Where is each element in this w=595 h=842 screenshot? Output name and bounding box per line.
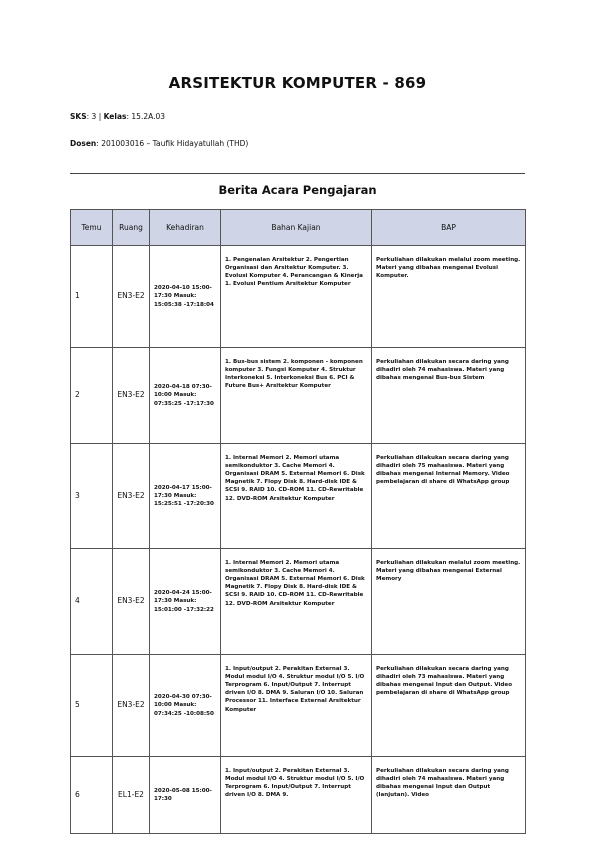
cell-bahan-kajian: 1. Input/output 2. Perakitan External 3. Modul modul I/O 4. Struktur modul I/O 5. I/O Terprogram 6. Input/Output 7. Interrupt driven I/O 8. DMA 9. <box>221 757 372 834</box>
cell-kehadiran: 2020-04-18 07:30-10:00 Masuk: 07:35:25 -17:17:30 <box>150 348 221 444</box>
cell-bahan-kajian: 1. Bus-bus sistem 2. komponen - komponen komputer 3. Fungsi Komputer 4. Struktur Interkoneksi 5. Interkoneksi Bus 6. PCI & Future Bus+ Arsitektur Komputer <box>221 348 372 444</box>
cell-temu: 6 <box>71 757 113 834</box>
table-row <box>71 246 526 348</box>
kelas-label: Kelas <box>103 112 127 121</box>
table-row <box>71 444 526 549</box>
cell-kehadiran: 2020-04-17 15:00-17:30 Masuk: 15:25:51 -17:20:30 <box>150 444 221 549</box>
cell-bahan-kajian: 1. Internal Memori 2. Memori utama semikonduktor 3. Cache Memori 4. Organisasi DRAM 5. External Memori 6. Disk Magnetik 7. Flopy Disk 8. Hard-disk IDE & SCSI 9. RAID 10. CD-ROM 11. CD-Rewritable 12. DVD-ROM Arsitektur Komputer <box>221 444 372 549</box>
table-row <box>71 348 526 444</box>
table-row <box>71 757 526 834</box>
table-row <box>71 655 526 757</box>
header-kehadiran: Kehadiran <box>150 210 221 246</box>
cell-kehadiran: 2020-04-10 15:00-17:30 Masuk: 15:05:38 -17:18:04 <box>150 246 221 348</box>
header-bahan-kajian: Bahan Kajian <box>221 210 372 246</box>
cell-kehadiran: 2020-04-24 15:00-17:30 Masuk: 15:01:00 -17:32:22 <box>150 549 221 655</box>
header-temu: Temu <box>71 210 113 246</box>
cell-bap: Perkuliahan dilakukan melalui zoom meeting. Materi yang dibahas mengenai External Memory <box>372 549 526 655</box>
lecturer-info <box>70 139 248 148</box>
cell-ruang: EN3-E2 <box>113 348 150 444</box>
cell-bap: Perkuliahan dilakukan secara daring yang dihadiri oleh 75 mahasiswa. Materi yang dibahas mengenai Internal Memory. Video pembelajaran di share di WhatsApp group <box>372 444 526 549</box>
header-ruang: Ruang <box>113 210 150 246</box>
cell-ruang: EL1-E2 <box>113 757 150 834</box>
sks-value: : 3 | <box>86 112 104 121</box>
cell-ruang: EN3-E2 <box>113 549 150 655</box>
cell-ruang: EN3-E2 <box>113 444 150 549</box>
cell-kehadiran: 2020-05-08 15:00-17:30 <box>150 757 221 834</box>
cell-bahan-kajian: 1. Input/output 2. Perakitan External 3. Modul modul I/O 4. Struktur modul I/O 5. I/O Terprogram 6. Input/Output 7. Interrupt driven I/O 8. DMA 9. Saluran I/O 10. Saluran Processor 11. Interface External Arsitektur Komputer <box>221 655 372 757</box>
dosen-value: : 201003016 – Taufik Hidayatullah (THD) <box>96 139 249 148</box>
cell-bap: Perkuliahan dilakukan melalui zoom meeting. Materi yang dibahas mengenai Evolusi Komputer. <box>372 246 526 348</box>
cell-ruang: EN3-E2 <box>113 246 150 348</box>
cell-bap: Perkuliahan dilakukan secara daring yang dihadiri oleh 74 mahasiswa. Materi yang dibahas mengenai Bus-bus Sistem <box>372 348 526 444</box>
page-title: ARSITEKTUR KOMPUTER - 869 <box>168 74 427 92</box>
sks-label: SKS <box>70 112 87 121</box>
cell-bahan-kajian: 1. Internal Memori 2. Memori utama semikonduktor 3. Cache Memori 4. Organisasi DRAM 5. External Memori 6. Disk Magnetik 7. Flopy Disk 8. Hard-disk IDE & SCSI 9. RAID 10. CD-ROM 11. CD-Rewritable 12. DVD-ROM Arsitektur Komputer <box>221 549 372 655</box>
cell-ruang: EN3-E2 <box>113 655 150 757</box>
cell-bap: Perkuliahan dilakukan secara daring yang dihadiri oleh 73 mahasiswa. Materi yang dibahas mengenai Input dan Output. Video pembelajaran di share di WhatsApp group <box>372 655 526 757</box>
cell-temu: 4 <box>71 549 113 655</box>
header-bap: BAP <box>372 210 526 246</box>
cell-temu: 2 <box>71 348 113 444</box>
dosen-label: Dosen <box>70 139 97 148</box>
divider <box>70 173 525 174</box>
bap-table <box>70 209 526 834</box>
kelas-value: : 15.2A.03 <box>126 112 166 121</box>
cell-bap: Perkuliahan dilakukan secara daring yang dihadiri oleh 74 mahasiswa. Materi yang dibahas mengenai Input dan Output (lanjutan). Video <box>372 757 526 834</box>
table-row <box>71 549 526 655</box>
cell-temu: 5 <box>71 655 113 757</box>
table-header-row <box>71 210 526 246</box>
class-info <box>70 112 165 121</box>
cell-bahan-kajian: 1. Pengenalan Arsitektur 2. Pengertian Organisasi dan Arsitektur Komputer. 3. Evolusi Komputer 4. Perancangan & Kinerja 1. Evolusi Pentium Arsitektur Komputer <box>221 246 372 348</box>
cell-temu: 1 <box>71 246 113 348</box>
section-title: Berita Acara Pengajaran <box>218 183 377 197</box>
cell-temu: 3 <box>71 444 113 549</box>
cell-kehadiran: 2020-04-30 07:30-10:00 Masuk: 07:34:25 -10:08:50 <box>150 655 221 757</box>
